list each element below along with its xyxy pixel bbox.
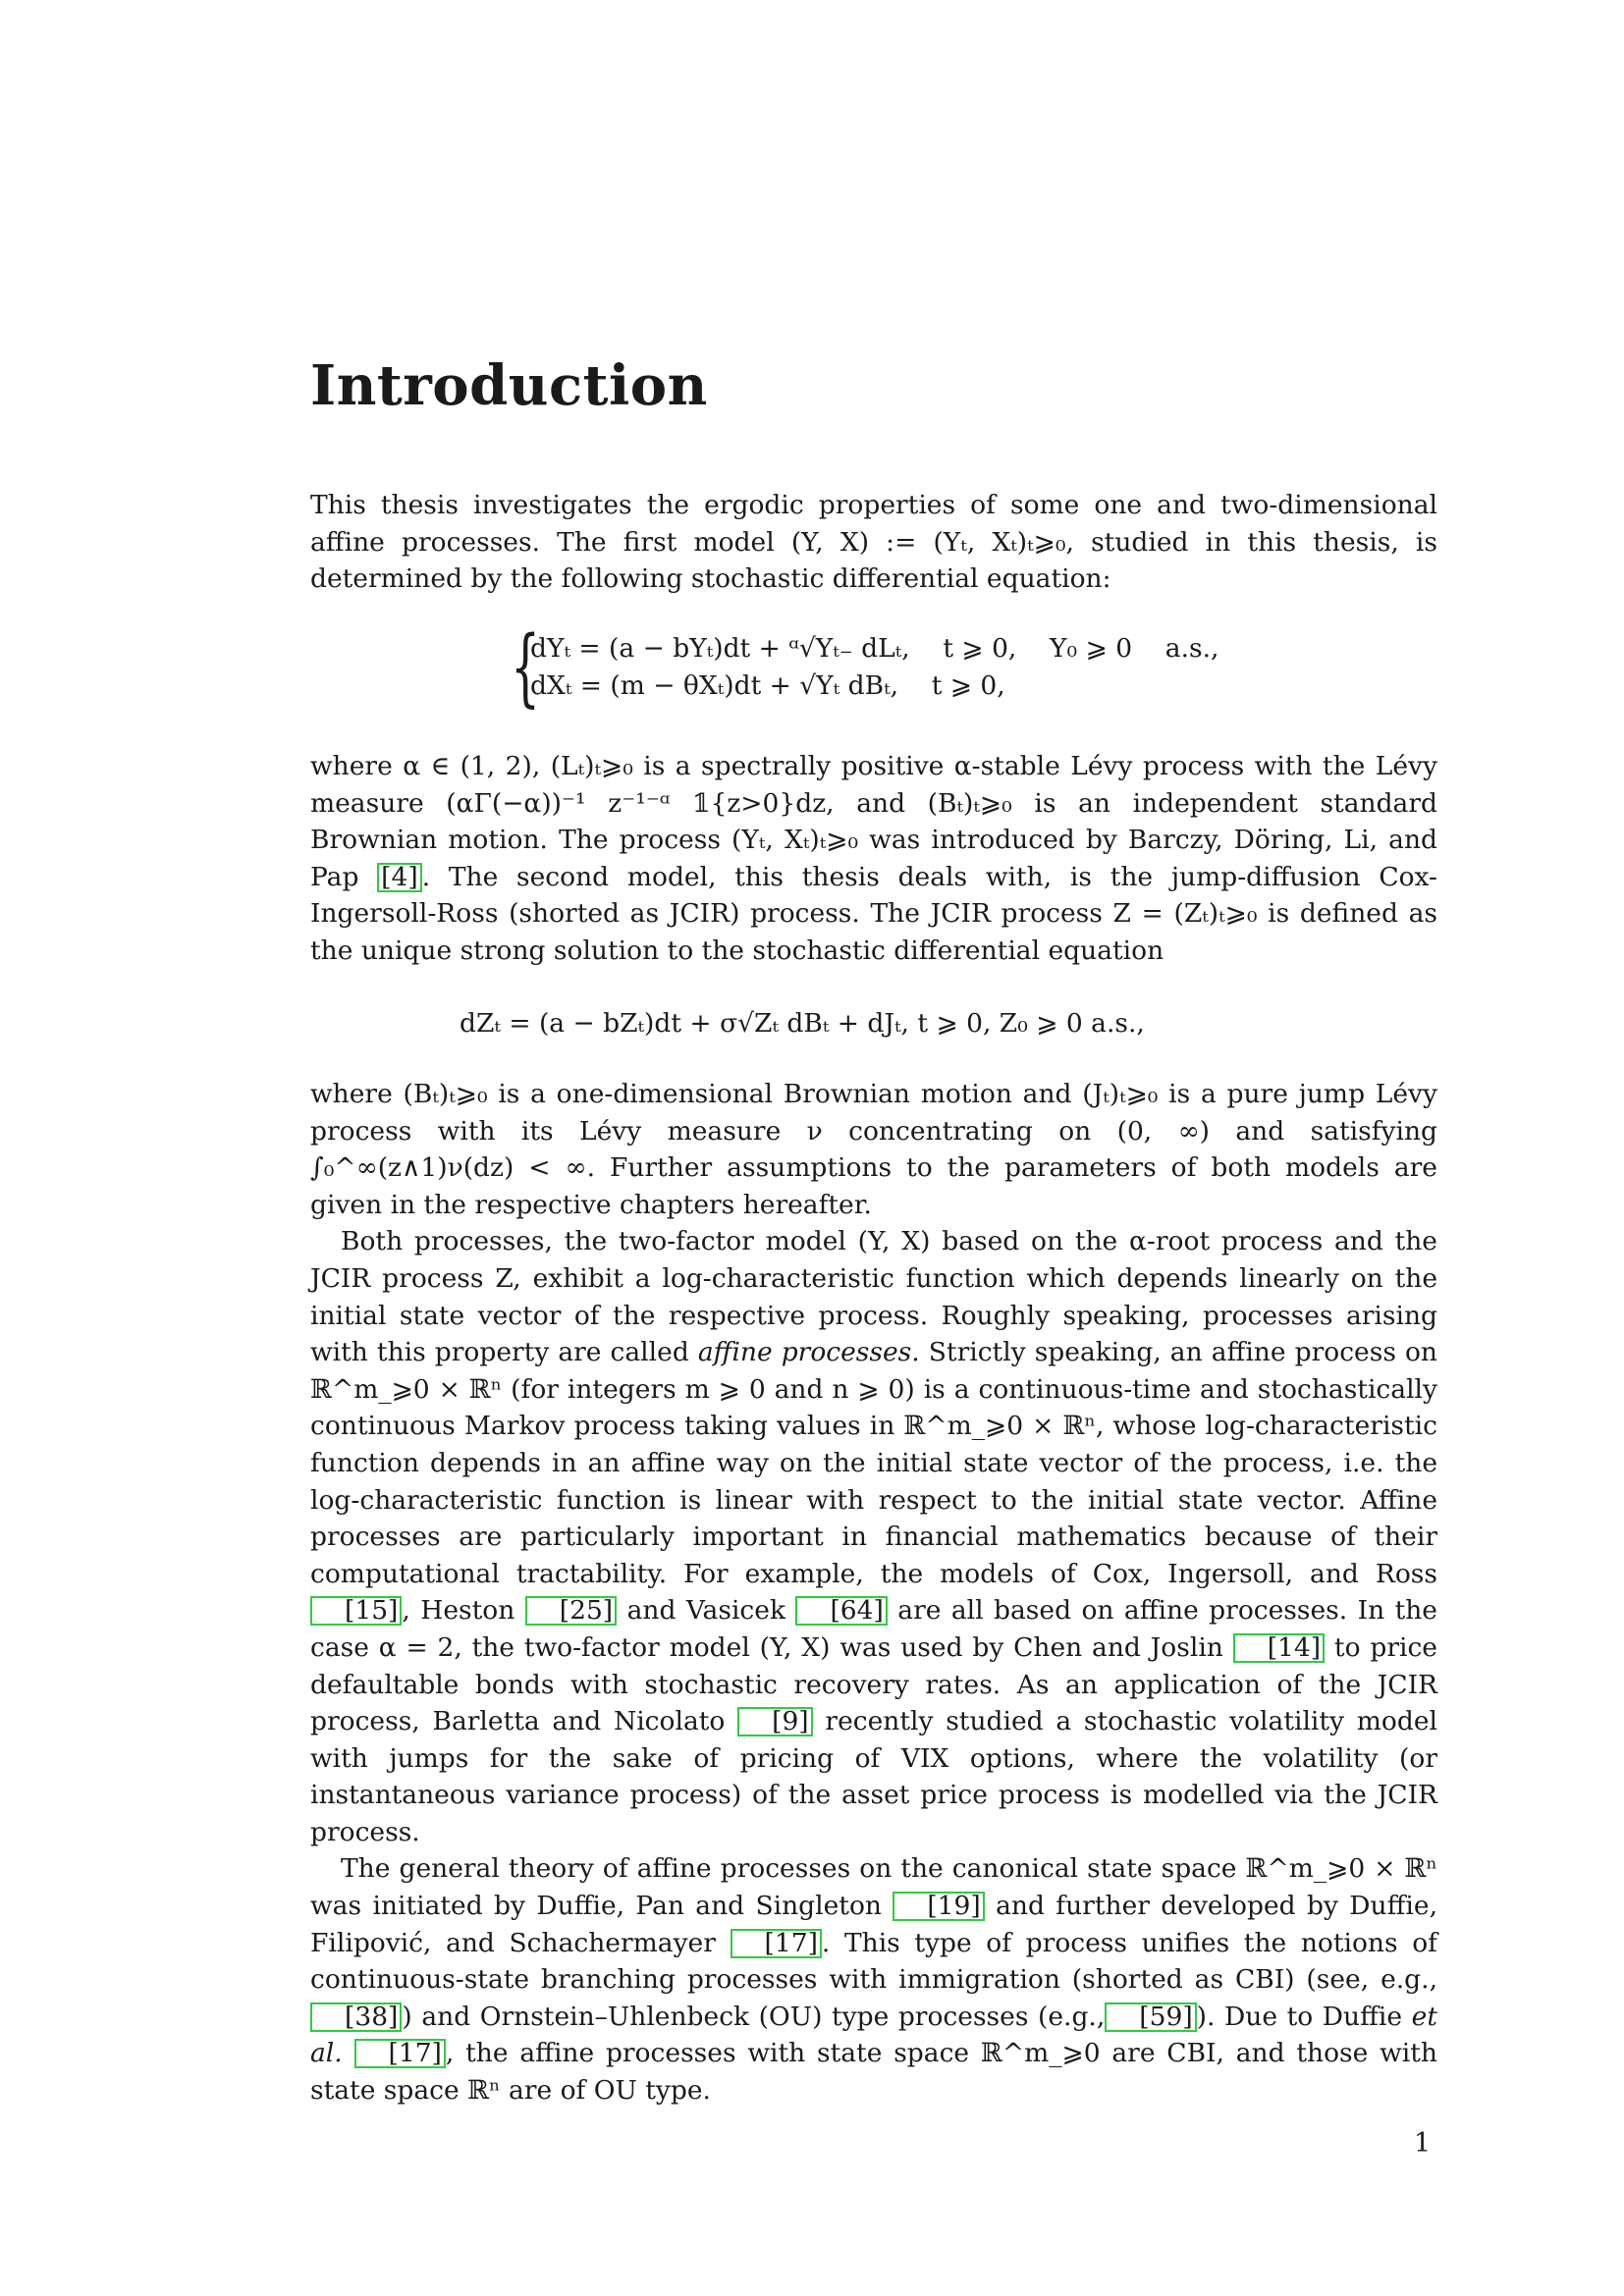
paragraph-5-text-c: . This type of process unifies the notions of continuous-state branching processes with immigration (shorted as CBI) (see, e.g., bbox=[310, 1927, 1437, 1996]
equation-system-1 bbox=[511, 618, 1257, 717]
citation-link-17[interactable]: [17] bbox=[731, 1929, 822, 1958]
citation-link-64[interactable]: [64] bbox=[795, 1596, 887, 1626]
et-al-emphasis: et al. bbox=[310, 2001, 1437, 2069]
citation-link-14[interactable]: [14] bbox=[1233, 1633, 1325, 1663]
citation-link-17-second[interactable]: [17] bbox=[354, 2039, 446, 2068]
paragraph-5-text-d: ) and Ornstein–Uhlenbeck (OU) type processes (e.g., bbox=[402, 2001, 1106, 2032]
paragraph-4-text-g: recently studied a stochastic volatility model with jumps for the sake of pricing of VIX options, where the volatility (or instantaneous variance process) of the asset price process is modelled via the JCIR process. bbox=[310, 1706, 1437, 1847]
paragraph-5-text-b: and further developed by Duffie, Filipović, and Schachermayer bbox=[310, 1891, 1437, 1958]
paragraph-4-text-c: , Heston bbox=[402, 1595, 525, 1627]
paragraph-5-space bbox=[343, 2038, 354, 2068]
paragraph-2 bbox=[310, 748, 1437, 970]
paragraph-2-text-b: . The second model, this thesis deals with, is the jump-diffusion Cox-Ingersoll-Ross (shorted as JCIR) process. The JCIR process Z = (Zₜ)ₜ⩾₀ is defined as the unique strong solution to the stochastic differential equation bbox=[310, 861, 1437, 966]
equation-2 bbox=[460, 1005, 1145, 1042]
citation-link-59[interactable]: [59] bbox=[1105, 2002, 1196, 2032]
equation-1-line-1: dYₜ = (a − bYₜ)dt + ᵅ√Yₜ₋ dLₜ, t ⩾ 0, Y₀ ⩾ 0 a.s., bbox=[530, 633, 1219, 664]
paragraph-4-text-f: to price defaultable bonds with stochastic recovery rates. As an application of the JCIR process, Barletta and Nicolato bbox=[310, 1631, 1437, 1737]
paragraph-4-text-e: are all based on affine processes. In the case α = 2, the two-factor model (Y, X) was used by Chen and Joslin bbox=[310, 1595, 1437, 1663]
equation-2-text: dZₜ = (a − bZₜ)dt + σ√Zₜ dBₜ + dJₜ, t ⩾ 0, Z₀ ⩾ 0 a.s., bbox=[460, 1008, 1145, 1039]
paragraph-5-text-a: The general theory of affine processes on the canonical state space ℝ^m_⩾0 × ℝⁿ was initiated by Duffie, Pan and Singleton bbox=[310, 1853, 1437, 1922]
paragraph-4 bbox=[310, 1223, 1437, 1850]
paragraph-2-text: where α ∈ (1, 2), (Lₜ)ₜ⩾₀ is a spectrally positive α-stable Lévy process with the Lévy measure (αΓ(−α))⁻¹ z⁻¹⁻ᵅ 𝟙{z>0}dz, and (Bₜ)ₜ⩾₀ is an independent standard Brownian motion. The process (Yₜ, Xₜ)ₜ⩾₀ was introduced by Barczy, Döring, Li, and Pap bbox=[310, 751, 1437, 892]
citation-link-38[interactable]: [38] bbox=[310, 2002, 402, 2032]
citation-link-25[interactable]: [25] bbox=[525, 1596, 617, 1626]
paragraph-5-text-e: ). Due to Duffie bbox=[1196, 2001, 1412, 2032]
paragraph-5-text-g: , the affine processes with state space ℝ^m_⩾0 are CBI, and those with state space ℝⁿ are of OU type. bbox=[310, 2038, 1437, 2107]
paragraph-4-text-d: and Vasicek bbox=[617, 1595, 796, 1627]
paragraphs-3-5 bbox=[310, 1076, 1437, 2109]
affine-processes-emphasis: affine processes. bbox=[697, 1337, 920, 1368]
citation-link-19[interactable]: [19] bbox=[893, 1892, 984, 1921]
paragraph-4-text-b: Strictly speaking, an affine process on ℝ^m_⩾0 × ℝⁿ (for integers m ⩾ 0 and n ⩾ 0) is a continuous-time and stochastically continuous Markov process taking values in ℝ^m_⩾0 × ℝⁿ, whose log-characteristic function depends in an affine way on the initial state vector of the process, i.e. the log-characteristic function is linear with respect to the initial state vector. Affine processes are particularly important in financial mathematics because of their computational tractability. For example, the models of Cox, Ingersoll, and Ross bbox=[310, 1337, 1437, 1589]
citation-link-9[interactable]: [9] bbox=[737, 1707, 813, 1736]
paragraph-3-text: where (Bₜ)ₜ⩾₀ is a one-dimensional Brownian motion and (Jₜ)ₜ⩾₀ is a pure jump Lévy process with its Lévy measure ν concentrating on (0, ∞) and satisfying ∫₀^∞(z∧1)ν(dz) < ∞. Further assumptions to the parameters of both models are given in the respective chapters hereafter. bbox=[310, 1079, 1437, 1220]
chapter-title: Introduction bbox=[310, 353, 708, 418]
page-number: 1 bbox=[1414, 2128, 1432, 2159]
paragraph-5 bbox=[310, 1850, 1437, 2109]
paragraph-1 bbox=[310, 487, 1437, 598]
citation-link-15[interactable]: [15] bbox=[310, 1596, 402, 1626]
left-brace: { bbox=[511, 618, 541, 717]
paragraph-1-text: This thesis investigates the ergodic properties of some one and two-dimensional affine processes. The first model (Y, X) := (Yₜ, Xₜ)ₜ⩾₀, studied in this thesis, is determined by the following stochastic differential equation: bbox=[310, 490, 1437, 595]
equation-1-line-2: dXₜ = (m − θXₜ)dt + √Yₜ dBₜ, t ⩾ 0, bbox=[530, 670, 1005, 701]
paragraph-4-text-a: Both processes, the two-factor model (Y, X) based on the α-root process and the JCIR process Z, exhibit a log-characteristic function which depends linearly on the initial state vector of the respective process. Roughly speaking, processes arising with this property are called bbox=[310, 1226, 1437, 1368]
citation-link-4[interactable]: [4] bbox=[377, 863, 422, 892]
